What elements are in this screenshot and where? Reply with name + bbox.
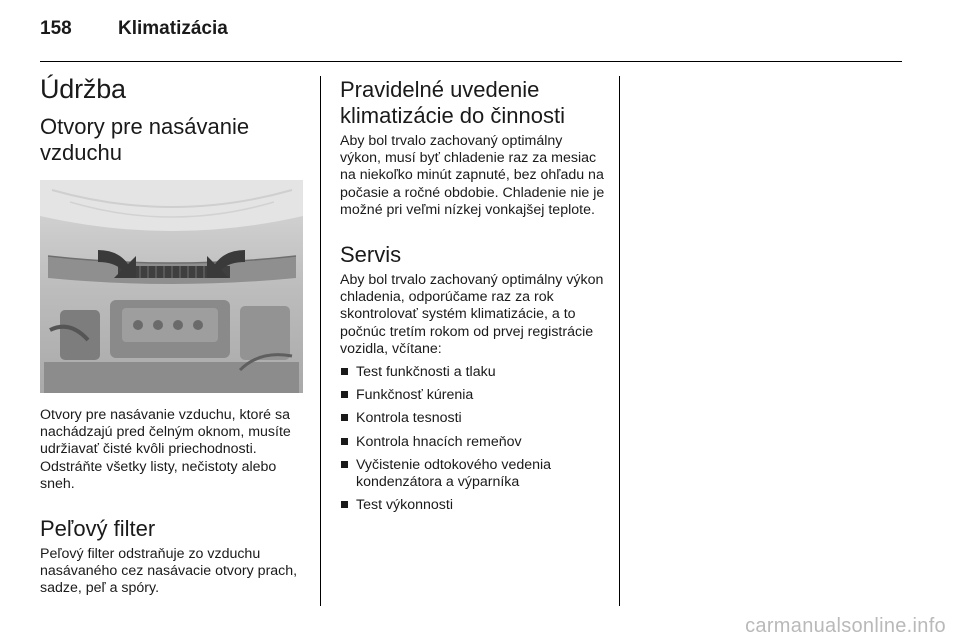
square-bullet-icon	[341, 391, 348, 398]
list-item: Vyčistenie odtokového vedenia kondenzátora a výparníka	[340, 457, 605, 491]
square-bullet-icon	[341, 438, 348, 445]
list-item: Test funkčnosti a tlaku	[340, 364, 605, 381]
list-item: Kontrola tesnosti	[340, 410, 605, 427]
watermark: carmanualsonline.info	[745, 615, 946, 637]
page-number: 158	[40, 18, 72, 39]
chapter-title: Klimatizácia	[118, 18, 228, 39]
list-item: Test výkonnosti	[340, 497, 605, 514]
subheading-regular-operation: Pravidelné uvedenie klimatizácie do činnosti	[340, 77, 565, 128]
square-bullet-icon	[341, 414, 348, 421]
regular-operation-paragraph: Aby bol trvalo zachovaný optimálny výkon, musí byť chladenie raz za mesiac na niekoľko minút zapnuté, bez ohľadu na počasie a ročné obdobie. Chladenie nie je možné pri veľmi nízkej vonkajšej teplote.	[340, 133, 605, 218]
subheading-pollen-filter: Peľový filter	[40, 516, 156, 542]
pollen-filter-paragraph: Peľový filter odstraňuje zo vzduchu nasávaného cez nasávacie otvory prach, sadze, peľ a spóry.	[40, 546, 298, 597]
list-item: Funkčnosť kúrenia	[340, 387, 605, 404]
service-paragraph: Aby bol trvalo zachovaný optimálny výkon chladenia, odporúčame raz za rok skontrolovať systém klimatizácie, a to počnúc tretím rokom od prvej registrácie vozidla, včítane:	[340, 272, 604, 357]
left-column	[40, 72, 306, 598]
square-bullet-icon	[341, 501, 348, 508]
list-item: Kontrola hnacích remeňov	[340, 434, 605, 451]
section-heading: Údržba	[40, 74, 126, 104]
square-bullet-icon	[341, 461, 348, 468]
square-bullet-icon	[341, 368, 348, 375]
engine-bay-image	[40, 180, 303, 393]
service-checklist	[340, 364, 605, 514]
header-rule	[40, 61, 902, 62]
subheading-service: Servis	[340, 242, 402, 268]
column-divider-right	[619, 76, 620, 606]
column-divider-left	[320, 76, 321, 606]
air-intake-paragraph: Otvory pre nasávanie vzduchu, ktoré sa nachádzajú pred čelným oknom, musíte udržiavať čisté kvôli priechodnosti. Odstráňte všetky listy, nečistoty alebo sneh.	[40, 407, 291, 492]
right-column	[340, 77, 605, 514]
subheading-air-intake: Otvory pre nasávanie vzduchu	[40, 114, 250, 165]
